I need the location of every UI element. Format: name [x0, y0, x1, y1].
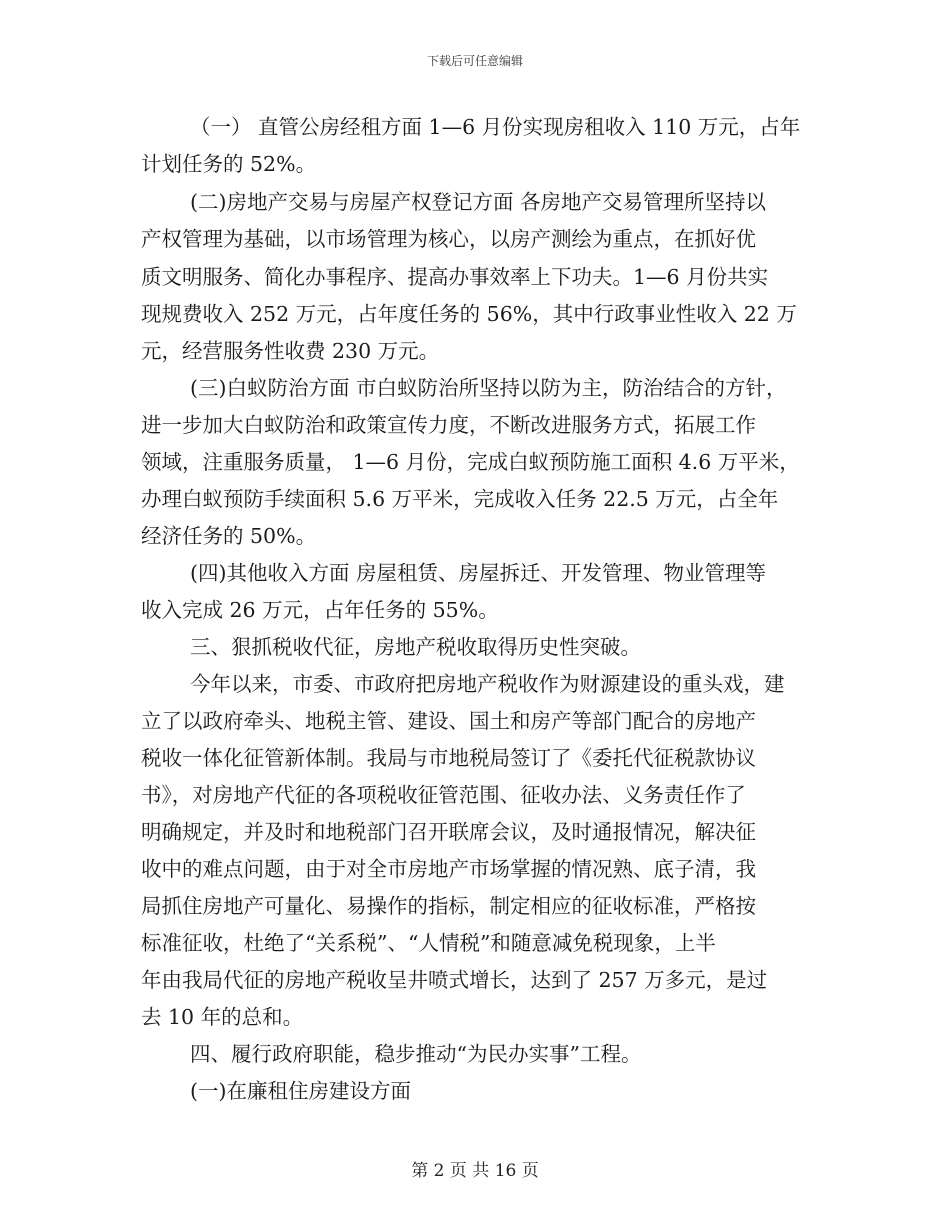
- text-line: (一)在廉租住房建设方面: [190, 1079, 411, 1103]
- text-line: 四、履行政府职能，稳步推动“为民办实事”工程。: [190, 1042, 642, 1066]
- text-line: 年由我局代征的房地产税收呈井喷式增长，达到了 257 万多元，是过: [141, 968, 768, 992]
- text-line: 进一步加大白蚁防治和政策宣传力度，不断改进服务方式，拓展工作: [141, 413, 756, 437]
- text-line: 元，经营服务性收费 230 万元。: [141, 339, 440, 363]
- text-line: 质文明服务、简化办事程序、提高办事效率上下功夫。1—6 月份共实: [141, 265, 769, 289]
- text-line: 标准征收，杜绝了“关系税”、“人情税”和随意减免税现象，上半: [141, 931, 716, 955]
- text-line: 现规费收入 252 万元，占年度任务的 56%，其中行政事业性收入 22 万: [141, 302, 797, 326]
- text-line: 立了以政府牵头、地税主管、建设、国土和房产等部门配合的房地产: [141, 709, 756, 733]
- text-line: 收入完成 26 万元，占年任务的 55%。: [141, 598, 499, 622]
- text-line: 领域，注重服务质量， 1—6 月份，完成白蚁预防施工面积 4.6 万平米，: [141, 450, 800, 474]
- text-line: 经济任务的 50%。: [141, 524, 317, 548]
- page-footer: 第 2 页 共 16 页: [411, 1161, 539, 1181]
- text-line: （一） 直管公房经租方面 1—6 月份实现房租收入 110 万元，占年: [190, 115, 801, 139]
- text-line: 书》，对房地产代征的各项税收征管范围、征收办法、义务责任作了: [141, 783, 746, 807]
- text-line: 办理白蚁预防手续面积 5.6 万平米，完成收入任务 22.5 万元，占全年: [141, 487, 779, 511]
- text-line: 三、狠抓税收代征，房地产税收取得历史性突破。: [190, 635, 641, 659]
- text-line: 收中的难点问题，由于对全市房地产市场掌握的情况熟、底子清，我: [141, 857, 756, 881]
- text-line: 今年以来，市委、市政府把房地产税收作为财源建设的重头戏，建: [190, 672, 785, 696]
- text-line: (四)其他收入方面 房屋租赁、房屋拆迁、开发管理、物业管理等: [190, 561, 767, 585]
- text-line: 去 10 年的总和。: [141, 1005, 304, 1029]
- text-line: 产权管理为基础，以市场管理为核心，以房产测绘为重点，在抓好优: [141, 227, 756, 251]
- page-header: 下载后可任意编辑: [426, 54, 523, 68]
- text-line: (二)房地产交易与房屋产权登记方面 各房地产交易管理所坚持以: [190, 190, 767, 214]
- text-line: 计划任务的 52%。: [141, 152, 317, 176]
- text-line: (三)白蚁防治方面 市白蚁防治所坚持以防为主，防治结合的方针，: [190, 376, 787, 400]
- text-line: 税收一体化征管新体制。我局与市地税局签订了《委托代征税款协议: [141, 746, 756, 770]
- text-line: 明确规定，并及时和地税部门召开联席会议，及时通报情况，解决征: [141, 820, 756, 844]
- text-line: 局抓住房地产可量化、易操作的指标，制定相应的征收标准，严格按: [141, 894, 756, 918]
